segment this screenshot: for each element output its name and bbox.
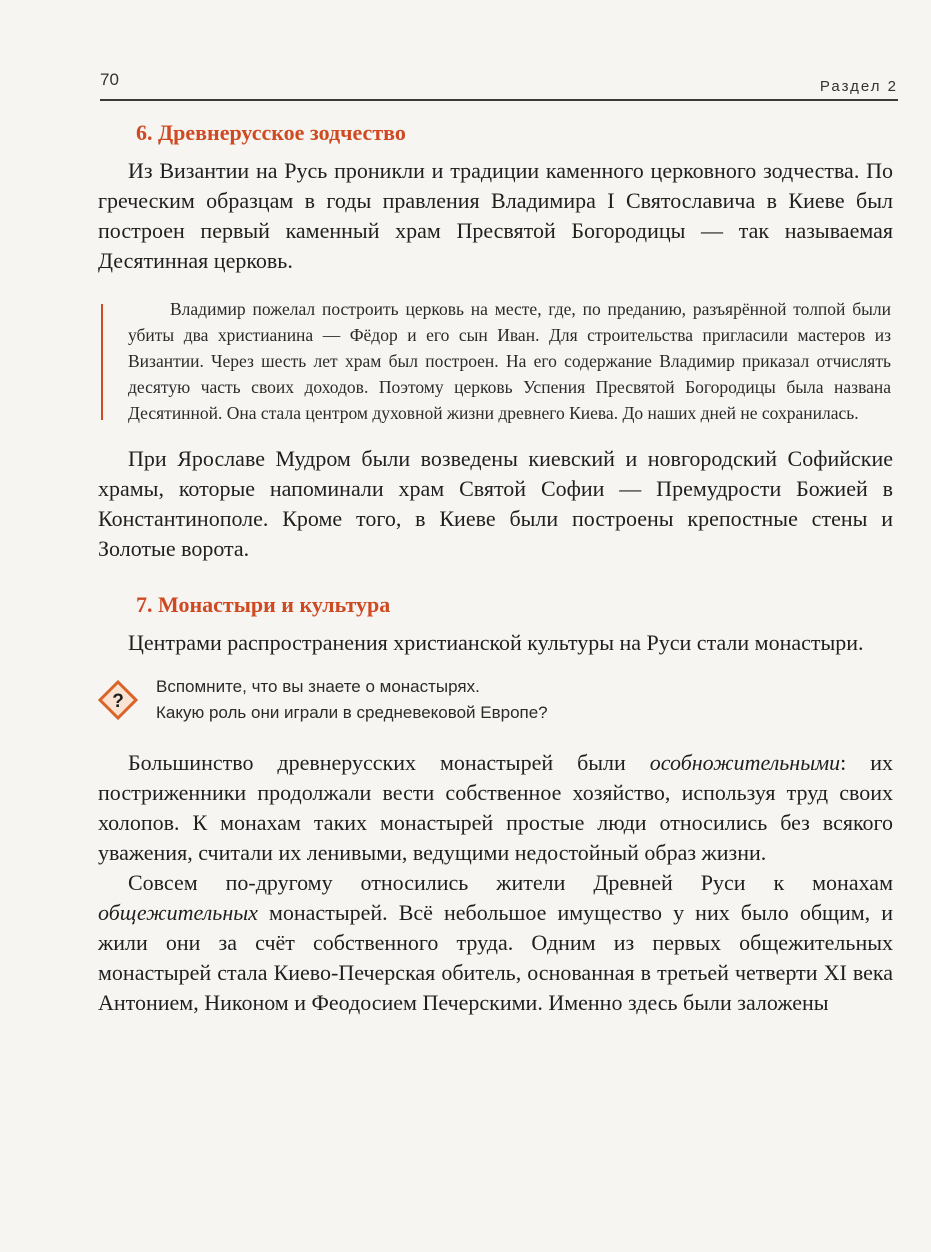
review-question-box xyxy=(98,672,893,728)
page-content xyxy=(98,120,893,1018)
paragraph-2-lead: Большинство древнерусских монастырей были xyxy=(128,750,650,775)
term-osobnozhitelnye: особножительными xyxy=(649,750,841,775)
quote-text: Владимир пожелал построить церковь на месте, где, по преданию, разъярённой толпой были убиты два христианина — Фёдор и его сын Иван. Для строительства пригласили мастеров из Византии. Через шесть лет храм был построен. На его содержание Владимир приказал отчислять десятую часть своих доходов. Поэтому церковь Успения Пресвятой Богородицы была названа Десятинной. Она стала центром духовной жизни древнего Киева. До наших дней не сохранилась. xyxy=(128,299,891,423)
section-6-paragraph-1: Из Византии на Русь проникли и традиции каменного церковного зодчества. По греческим образцам в годы правления Владимира I Святославича в Киеве был построен первый каменный храм Пресвятой Богородицы — так называемая Десятинная церковь. xyxy=(98,158,893,273)
section-7-paragraph-2 xyxy=(98,748,893,868)
svg-text:?: ? xyxy=(112,691,124,712)
question-text xyxy=(156,674,548,726)
paragraph-2-rest: : их постриженники продолжали вести собственное хозяйство, используя труд своих холопов. К монахам таких монастырей простые люди относились без всякого уважения, считали их ленивыми, ведущими недостойный образ жизни. xyxy=(98,750,893,865)
paragraph-3-lead: Совсем по-другому относились жители Древней Руси к монахам xyxy=(128,870,893,895)
section-6-paragraph-2: При Ярославе Мудром были возведены киевский и новгородский Софийские храмы, которые напоминали храм Святой Софии — Премудрости Божией в Константинополе. Кроме того, в Киеве были построены крепостные стены и Золотые ворота. xyxy=(98,446,893,561)
paragraph-3-rest: монастырей. Всё небольшое имущество у них было общим, и жили они за счёт собственного труда. Одним из первых общежительных монастырей стала Киево-Печерская обитель, основанная в третьей четверти XI века Антонием, Никоном и Феодосием Печерскими. Именно здесь были заложены xyxy=(98,900,893,1015)
question-diamond-icon xyxy=(98,680,138,720)
page-number: 70 xyxy=(100,70,119,89)
section-7-paragraph-1: Центрами распространения христианской культуры на Руси стали монастыри. xyxy=(128,630,864,655)
section-7-paragraph-3 xyxy=(98,868,893,1018)
question-line-2: Какую роль они играли в средневековой Европе? xyxy=(156,703,548,722)
section-label: Раздел 2 xyxy=(819,78,898,95)
quote-accent-bar xyxy=(101,304,103,420)
section-6-heading: 6. Древнерусское зодчество xyxy=(136,120,406,145)
section-7-heading: 7. Монастыри и культура xyxy=(136,592,391,617)
historical-quote-block xyxy=(98,296,893,426)
page-header xyxy=(100,66,898,100)
term-obshchezhitelnye: общежительных xyxy=(98,900,258,925)
question-line-1: Вспомните, что вы знаете о монастырях. xyxy=(156,677,480,696)
header-divider xyxy=(100,99,898,101)
